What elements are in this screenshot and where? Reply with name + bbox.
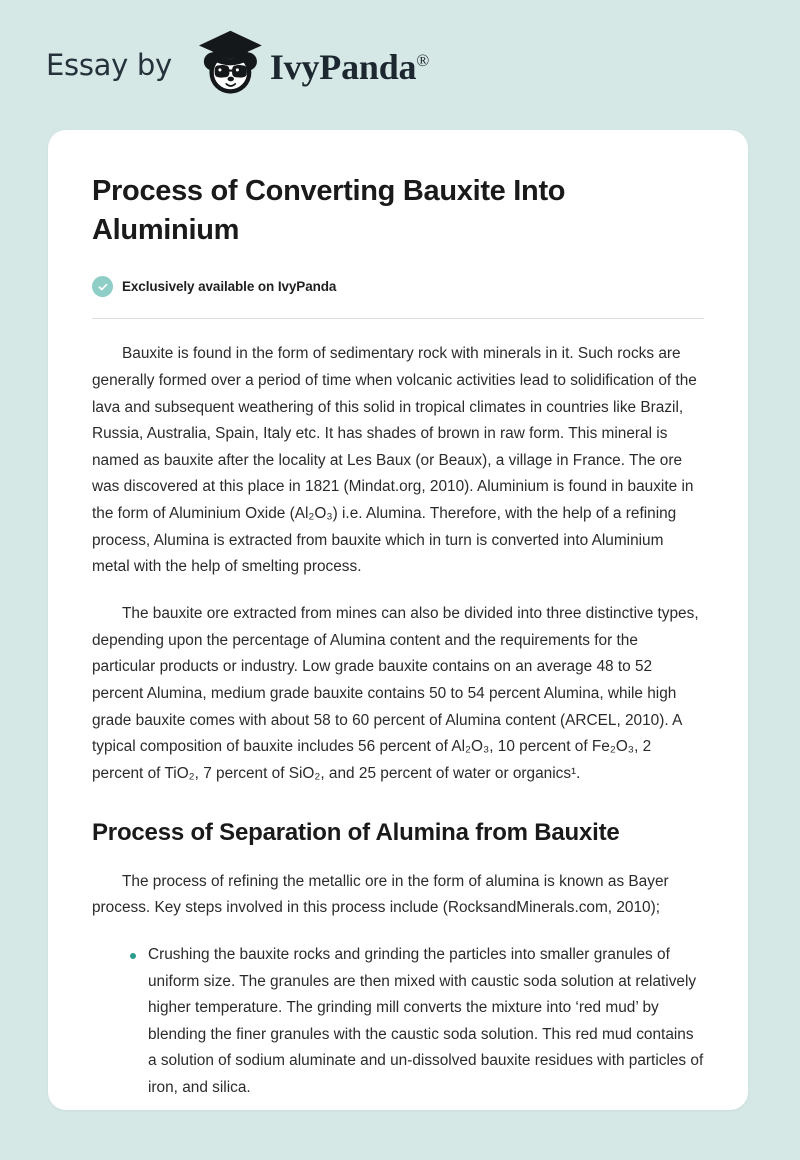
- status-badge: [92, 276, 704, 297]
- brand-header: [0, 0, 800, 130]
- list-item-text: Crushing the bauxite rocks and grinding the particles into smaller granules of uniform size. The granules are then mixed with caustic soda solution at relatively higher temperature. The grinding mill converts the mixture into ‘red mud’ by blending the finer granules with the caustic soda solution. This red mud contains a solution of sodium aluminate and un-dissolved bauxite residues with particles of iron, and silica.: [148, 945, 704, 1097]
- ivypanda-panda-graduate-logo-icon: [194, 28, 264, 102]
- process-steps-list: [92, 942, 704, 1102]
- bullet-dot-icon: [130, 953, 136, 959]
- body-paragraph-1: Bauxite is found in the form of sedimentary rock with minerals in it. Such rocks are generally formed over a period of time when volcanic activities lead to solidification of the lava and subsequent weathering of this solid in tropical climates in countries like Brazil, Russia, Australia, Spain, Italy etc. It has shades of brown in raw form. This mineral is named as bauxite after the locality at Les Baux (or Beaux), a village in France. The ore was discovered at this place in 1821 (Mindat.org, 2010). Aluminium is found in bauxite in the form of Aluminium Oxide (Al₂O₃) i.e. Alumina. Therefore, with the help of a refining process, Alumina is extracted from bauxite which in turn is converted into Aluminium metal with the help of smelting process.: [92, 345, 697, 576]
- check-circle-icon: [92, 276, 113, 297]
- exclusive-availability-label: Exclusively available on IvyPanda: [122, 279, 337, 295]
- essay-by-label: Essay by: [46, 47, 172, 82]
- body-paragraph-2: The bauxite ore extracted from mines can also be divided into three distinctive types, depending upon the percentage of Alumina content and the requirements for the particular products or industry. Low grade bauxite contains on an average 48 to 52 percent Alumina, medium grade bauxite contains 50 to 54 percent Alumina, while high grade bauxite comes with about 58 to 60 percent of Alumina content (ARCEL, 2010). A typical composition of bauxite includes 56 percent of Al₂O₃, 10 percent of Fe₂O₃, 2 percent of TiO₂, 7 percent of SiO₂, and 25 percent of water or organics¹.: [92, 605, 699, 782]
- page-title: Process of Converting Bauxite Into Aluminium: [92, 175, 566, 247]
- section-intro-paragraph: The process of refining the metallic ore in the form of alumina is known as Bayer process. Key steps involved in this process include (RocksandMinerals.com, 2010);: [92, 872, 669, 917]
- brand-logo-group[interactable]: [46, 28, 429, 102]
- header-divider: [92, 318, 704, 319]
- brand-name-text: IvyPanda: [269, 47, 417, 87]
- essay-card: [48, 130, 748, 1110]
- brand-name: [270, 49, 429, 85]
- section-heading: Process of Separation of Alumina from Bauxite: [92, 818, 620, 846]
- registered-trademark-symbol: ®: [416, 51, 430, 70]
- list-item: [92, 942, 704, 1102]
